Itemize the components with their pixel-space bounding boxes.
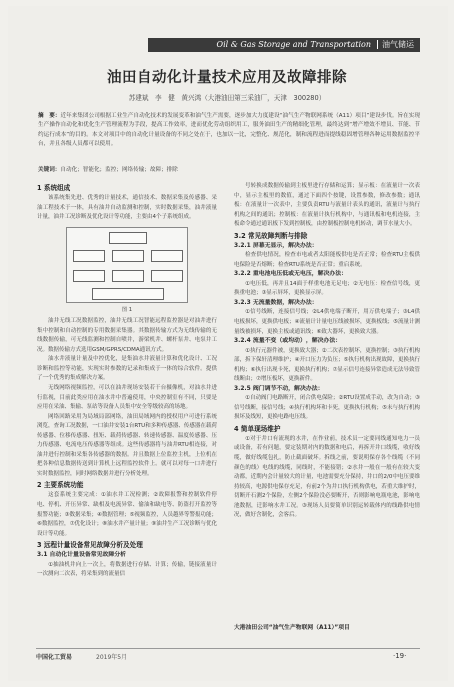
diagram-box	[73, 270, 105, 282]
paragraph: 该系统集先进、优秀的计量技术，通信技术、数据采集及传感器、采油工程技术于一体，具有油井自动监测和控制，实时数据采集，油井液量计量，油井工况诊断及优化设计等功能，主要由4个子系统组成。	[37, 195, 217, 221]
paragraph: ①电压低，再并且14面于样重电池无足电；②无电压：检查信号线，更换重电池；③显示屏坏，更换显示屏。	[234, 280, 420, 297]
paragraph: 号转换成数据传输到主板里进行存储和运算；显示板：在液量计一次表中，显示主板里的数值，通过下面四个按键，设置参数，修改参数；通讯板：在液量计一次表中，主要负责RTU与液量计表头的通讯，液量计与执行机构之间的通讯；控制板：在液量计执行机构中，与通讯板和电机连接，主板命令通过通讯板下发到控制板，由控制板控制电机转动，调节水量大小。	[234, 183, 420, 228]
subsection-heading: 3.2.3 无流量数据，解决办法：	[234, 299, 318, 306]
keywords	[38, 165, 420, 173]
section-heading: 3 远程计量设备常见故障分析及处理	[37, 541, 143, 550]
section-heading: 1 系统组成	[37, 184, 71, 192]
page-number: ·19·	[393, 652, 407, 660]
diagram-box	[112, 270, 144, 282]
journal-name: Oil & Gas Storage and Transportation	[216, 40, 371, 49]
subsection-heading: 3.2.2 重电池电压低或无电压，解决办法：	[234, 271, 348, 278]
keywords-label: 关键词：	[38, 167, 61, 173]
project-note: 大港油田公司“油气生产物联网（A11）”项目	[234, 625, 350, 631]
diagram-box	[92, 288, 164, 300]
paragraph: ①对于井口有流现的水井，在作业前，技术员一定要同线通知电力一员或设备，若有问题，要定装期对内的数据和电后，再拆开井口线缆，收好线缆，做好线缆包扎，防止截面破坏。拆线之前，要说明保存各个线缆（不同颜色的线）电线的线缆，同线时，不能接错；②水井一般在一般有在较大变动都，近期内会计量较大的计量，电池需要充分保持，井口的2/0中电压要维持较高，电源供电保存充足，有前2个为井口执行机构供电，若重大维护时，切断开石测2个保险，左侧2个保险没必要断开，否则影响电瓶电池，影响电池数据，迁影响水井工况。③现场人员要简单识别运转载体内的线路供电情况，做好含制化，会客后。	[234, 435, 420, 519]
paragraph: 油水井液量计量及中控优化，是集油水井液量计算和优化设计、工况诊断和监控等功能，实现实时参数的记录和集成于一体的综合软件。提供了一个优秀的集成解决方案。	[37, 356, 217, 382]
section-heading: 3.2 常见故障判断与排除	[234, 231, 308, 240]
paragraph: 油井无线工况数据监控，油井无线工况智能远程监控器是对油井进行集中控制和自动控制的专用数据采集器。其数据传输方式为无线传输的无线数据传输，可无线监测和控制自喷井，游梁机井、螺杆泵井、电泵井工况。数据传输方式选用GSM/GPRS/CDMA通讯方式。	[37, 318, 217, 353]
footer-date: 2019年5月	[96, 654, 128, 661]
journal-tag: 油气储运	[377, 40, 414, 49]
diagram-box	[109, 232, 147, 244]
paragraph: 无线网络视频监控，可以在油井现场安装若干台摄像机，对油水井进行监视，目前此类应用在油水井中普遍使用，中央控制室有不同，只要是应用在采油、集输、泵站等设备人员集中安全等级较高的场地。	[37, 385, 217, 411]
journal-header	[148, 38, 420, 52]
diagram-box	[112, 250, 144, 262]
paragraph: ①信号线断，连接信号线；②L4供电端子断开，用万供电端子；③L4供电板损坏，更换供电板；④流量计计量电压线被损坏，更换板线；⑤流量计测量线被损坏，更换主板或通讯线；⑥致大器坏，更换致大器。	[234, 309, 420, 335]
left-column	[37, 182, 217, 612]
keywords-text: 自动化；智能化；监控；网络传输；故障；排除	[60, 167, 178, 173]
subsection-heading: 3.2.5 阀门调节不动，解决办法：	[234, 385, 324, 392]
footer-journal: 中国化工贸易	[36, 654, 73, 661]
right-column	[234, 182, 420, 632]
subsection-heading: 3.2.1 屏幕无显示，解决办法：	[234, 242, 318, 249]
diagram-box	[73, 250, 105, 262]
paragraph: ①执行元器件被，更换致大器；②二次表控制坏，更换控制；③执行机构部，拆下保轩清理维护；④开口压力为负压；⑤执行机构出现故障，更换执行机构；⑥执行出现卡死，更换执行机构；⑦显示信号连接异常造成无法导致管线断由；⑦增压板坏，更换新件。	[234, 347, 420, 383]
paragraph: ①自动阀门电路断开，闭合供电保险；②RTU设置成手动，改为自动；③信号线断，接信号线；④执行机构坏和卡死，更换执行机构；⑤未与执行机构损坏及线短，更换电路电压线。	[234, 395, 420, 421]
diagram-box	[151, 250, 183, 262]
subsection-heading: 3.2.4 流量不变（或均动），解决办法：	[234, 338, 342, 345]
abstract	[38, 112, 420, 150]
paragraph: 这套系统主要完成：①油水井工况检测；②故障报警和控制软件停电、停机、开压异常、缺相及电流异常、偷油和缺电等、防盗打开监控等报警功能；③数据采集；④数据管理；⑤视频监控，人员越界等警报功能；⑥数据监控，⑦优化设计；⑧油水井产量计量；⑨油井生产工况诊断与优化设计等功能。	[37, 492, 217, 537]
abstract-label: 摘 要：	[38, 113, 61, 119]
subsection-heading: 3.1 自动化计量设备常见故障分析	[37, 552, 127, 559]
footer-rule	[36, 648, 420, 649]
paragraph: 网络回路采用为局域局部网络，油田局域网内的授权用户可进行系统浏览，查询工况数据，一口油井安装1台RTU和多种传感器、传感器在载荷传感器、位移传感器、扭矩、载荷传感器、转速传感器、温度传感器、压力传感器、电流电压传感器等组成。这些传感器将与油井RTU相连接，对油井进行控制和采集各传感器的数据。并且数据上位监控主机，上位机在把各种信息数据传送到计算机上远程监控软件上。就可以对每一口井进行实时数据监控，同时网络数据并进行分析处理。	[37, 413, 217, 477]
paragraph: ①抽油机井向上一次上，将数据进行存储、计算；传输，链接液量计一次测向二次表，将采集到的流量信	[37, 561, 217, 578]
page-footer	[0, 652, 454, 672]
section-heading: 2 主要系统功能	[37, 481, 84, 490]
article-title: 油田自动化计量技术应用及故障排除	[107, 70, 347, 86]
paragraph: 检查供电情况，检查市电或者太阳能板供电是否正常；检查RTU主板供电保险是否熔断；检查RTU系统是否正常；重启系统。	[234, 252, 420, 268]
system-diagram-figure	[66, 227, 188, 303]
article-authors: 苏建斌 李 健 黄兴鸿（大港油田第三采油厂，天津 300280）	[128, 94, 326, 102]
section-heading: 4 简单现场维护	[234, 424, 281, 433]
diagram-box	[151, 270, 183, 282]
figure-caption: 图 1	[121, 306, 133, 313]
abstract-text: 近年来集团公司根据工业生产自动化技术的发展变革和油气生产需要，逐步加大力度建设“油气生产物联网系统（A11）项目”建设步伐。旨在实现生产操作自动化和优化生产管理流程为手段，提高工作效率，进而优化劳动组织用工，服务油田生产的精细化管理，最终达到“增产增效不增员、节能、节约运行成本”的目的。本文对项目中的自动化计量设备的不同之处在于，也加以一比，完整化、规范化，制和流程进而提线稳固增管理各种运用数据监控平台，并且各级人员都可以使用。	[38, 113, 420, 148]
